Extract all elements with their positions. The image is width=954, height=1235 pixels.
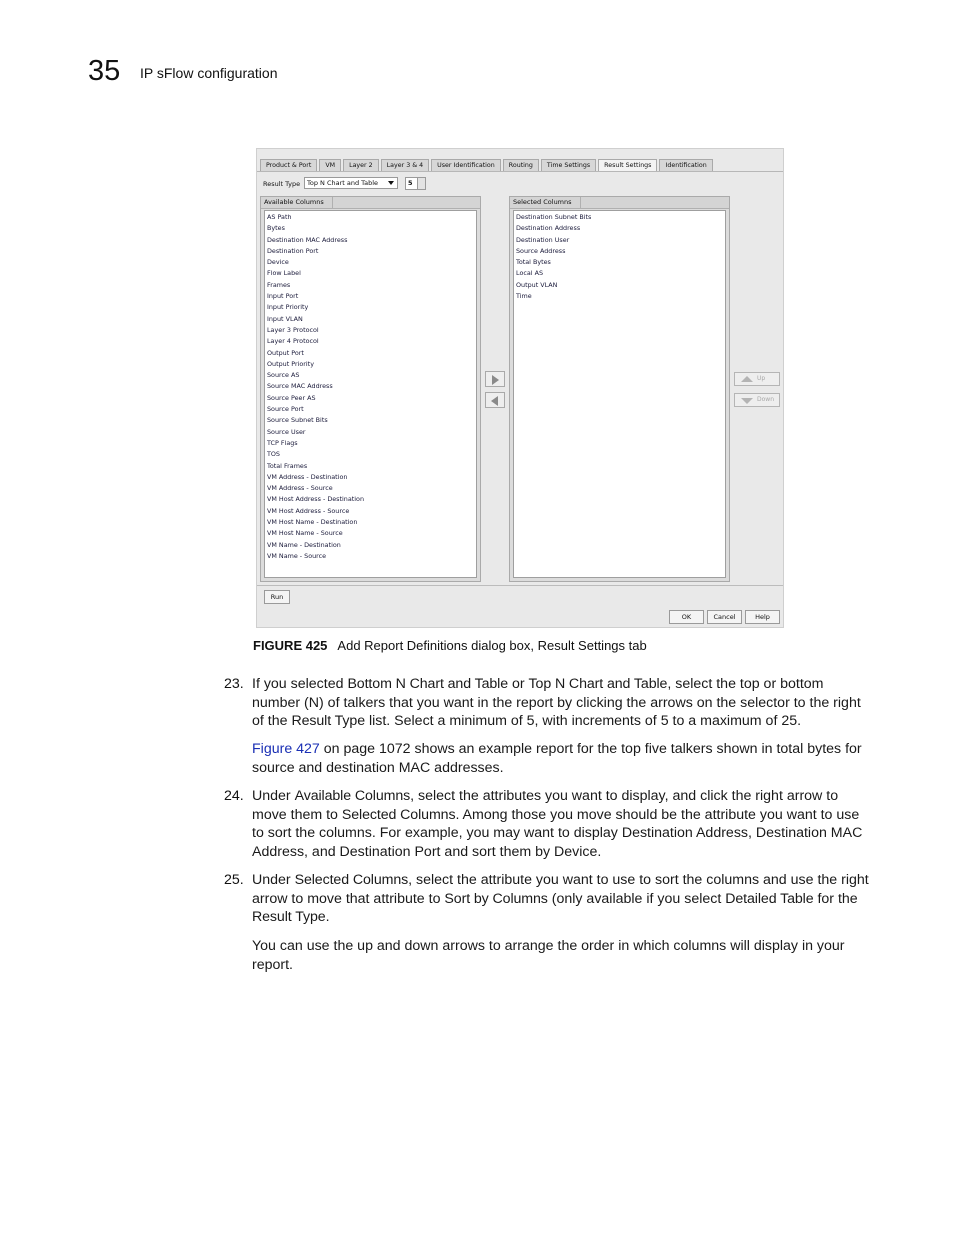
list-item[interactable]: VM Name - Destination bbox=[267, 540, 341, 549]
list-item[interactable]: Input Priority bbox=[267, 303, 309, 312]
selected-columns-title: Selected Columns bbox=[513, 197, 581, 208]
list-item[interactable]: Bytes bbox=[267, 224, 285, 233]
list-item[interactable]: Layer 3 Protocol bbox=[267, 325, 319, 334]
step-23-part: , select the top or bottom number (N) of talkers that you want in the report by clicking the arrows on the selector to the right of the bbox=[252, 676, 861, 730]
list-item[interactable]: Destination User bbox=[516, 235, 570, 244]
list-item[interactable]: Source Subnet Bits bbox=[267, 416, 328, 425]
move-up-button[interactable] bbox=[734, 372, 780, 386]
step-23-text bbox=[252, 675, 870, 731]
chapter-title: IP sFlow configuration bbox=[140, 65, 278, 81]
chevron-down-icon bbox=[388, 181, 394, 185]
available-columns-title: Available Columns bbox=[264, 197, 333, 208]
list-item[interactable]: Time bbox=[516, 292, 532, 301]
tab-divider bbox=[257, 171, 783, 172]
list-item[interactable]: Total Bytes bbox=[516, 258, 551, 267]
add-report-definitions-dialog bbox=[256, 148, 784, 628]
ui-term: Bottom N Chart and Table bbox=[347, 676, 509, 692]
ui-term: Detailed Table bbox=[725, 890, 814, 907]
spinner-arrows-icon[interactable] bbox=[417, 178, 425, 189]
step-25-part: Under bbox=[252, 872, 295, 888]
tab-time-settings[interactable]: Time Settings bbox=[541, 159, 596, 171]
ui-term: Sort by Columns bbox=[444, 890, 548, 907]
list-item[interactable]: Destination Address bbox=[516, 224, 581, 233]
list-item[interactable]: Layer 4 Protocol bbox=[267, 337, 319, 346]
step-24-part: Under bbox=[252, 788, 295, 804]
list-item[interactable]: Output Port bbox=[267, 348, 304, 357]
tab-bar bbox=[260, 159, 715, 171]
up-label: Up bbox=[757, 375, 766, 382]
step-23-part: If you selected bbox=[252, 676, 348, 692]
list-item[interactable]: VM Address - Destination bbox=[267, 472, 348, 481]
step-25-part: (only available if you select bbox=[547, 890, 726, 907]
step-25-part: . bbox=[325, 909, 330, 926]
list-item[interactable]: Output VLAN bbox=[516, 280, 558, 289]
available-columns-header bbox=[261, 197, 480, 209]
list-item[interactable]: VM Host Address - Source bbox=[267, 506, 350, 515]
step-23-note bbox=[252, 740, 870, 777]
available-columns-list[interactable] bbox=[264, 210, 477, 578]
step-23-note-text: on page 1072 shows an example report for the top five talkers shown in total bytes for source and destination MAC addresses. bbox=[252, 741, 862, 776]
step-24-text bbox=[252, 787, 870, 862]
available-columns-panel bbox=[260, 196, 481, 582]
tab-identification[interactable]: Identification bbox=[659, 159, 712, 171]
figure-caption-text: Add Report Definitions dialog box, Result Settings tab bbox=[337, 638, 647, 653]
selected-columns-panel bbox=[509, 196, 730, 582]
list-item[interactable]: Source AS bbox=[267, 371, 300, 380]
down-label: Down bbox=[757, 396, 775, 403]
top-n-spinner[interactable] bbox=[405, 177, 426, 190]
list-item[interactable]: Source Peer AS bbox=[267, 393, 316, 402]
cancel-button[interactable]: Cancel bbox=[707, 610, 742, 624]
step-number-23: 23. bbox=[224, 676, 244, 692]
list-item[interactable]: Destination Subnet Bits bbox=[516, 213, 592, 221]
list-item[interactable]: VM Name - Source bbox=[267, 551, 327, 560]
step-25-part: , select the attribute you want to use to sort the columns and use the right arrow to move that attribute to bbox=[252, 872, 869, 907]
selected-columns-list[interactable] bbox=[513, 210, 726, 578]
list-item[interactable]: Output Priority bbox=[267, 359, 314, 368]
tab-result-settings[interactable]: Result Settings bbox=[598, 159, 657, 171]
step-25-part: for the bbox=[813, 890, 858, 907]
arrow-up-icon bbox=[741, 376, 753, 382]
tab-layer-3-4[interactable]: Layer 3 & 4 bbox=[381, 159, 429, 171]
list-item[interactable]: VM Address - Source bbox=[267, 484, 333, 493]
move-right-button[interactable] bbox=[485, 371, 505, 387]
tab-product-port[interactable]: Product & Port bbox=[260, 159, 317, 171]
list-item[interactable]: Source MAC Address bbox=[267, 382, 333, 391]
top-n-value: 5 bbox=[408, 179, 413, 187]
list-item[interactable]: Destination Port bbox=[267, 246, 319, 255]
result-type-select[interactable] bbox=[304, 177, 398, 189]
list-item[interactable]: TCP Flags bbox=[267, 438, 298, 447]
list-item[interactable]: Source User bbox=[267, 427, 306, 436]
help-button[interactable]: Help bbox=[745, 610, 780, 624]
step-number-25: 25. bbox=[224, 872, 244, 888]
step-25-note: You can use the up and down arrows to arrange the order in which columns will display in your report. bbox=[252, 938, 845, 973]
list-item[interactable]: TOS bbox=[267, 450, 280, 459]
figure-caption bbox=[253, 638, 647, 653]
step-24-part: , select the attributes you want to display, and click the right arrow to move them to bbox=[252, 788, 839, 823]
step-25-text bbox=[252, 871, 870, 927]
list-item[interactable]: Flow Label bbox=[267, 269, 301, 278]
ui-term: Selected Columns bbox=[294, 872, 409, 888]
run-button[interactable]: Run bbox=[264, 590, 290, 604]
step-23-part: list. Select a minimum of 5, with increments of 5 to a maximum of 25. bbox=[365, 713, 802, 730]
figure-link[interactable]: Figure 427 bbox=[252, 741, 320, 757]
result-type-value: Top N Chart and Table bbox=[307, 179, 378, 187]
list-item[interactable]: VM Host Address - Destination bbox=[267, 495, 364, 504]
move-left-button[interactable] bbox=[485, 392, 505, 408]
arrow-right-icon bbox=[492, 375, 499, 385]
arrow-down-icon bbox=[741, 398, 753, 404]
chapter-number: 35 bbox=[88, 55, 121, 87]
ui-term: Result Type bbox=[252, 909, 326, 926]
tab-user-identification[interactable]: User Identification bbox=[431, 159, 501, 171]
list-item[interactable]: Destination MAC Address bbox=[267, 235, 348, 244]
ui-term: Top N Chart and Table bbox=[528, 676, 668, 692]
tab-layer-2[interactable]: Layer 2 bbox=[343, 159, 379, 171]
list-item[interactable]: VM Host Name - Source bbox=[267, 529, 343, 538]
result-type-label: Result Type bbox=[263, 180, 301, 188]
step-number-24: 24. bbox=[224, 788, 244, 804]
list-item[interactable]: Frames bbox=[267, 280, 291, 289]
arrow-left-icon bbox=[491, 396, 498, 406]
list-item[interactable]: AS Path bbox=[267, 213, 292, 221]
list-item[interactable]: Local AS bbox=[516, 269, 544, 278]
selected-columns-header bbox=[510, 197, 729, 209]
list-item[interactable]: Input Port bbox=[267, 292, 299, 301]
list-item[interactable]: Source Address bbox=[516, 246, 566, 255]
list-item[interactable]: Device bbox=[267, 258, 289, 267]
figure-label: FIGURE 425 bbox=[253, 638, 328, 653]
ui-term: Result Type bbox=[291, 713, 366, 730]
list-item[interactable]: Source Port bbox=[267, 405, 304, 414]
list-item[interactable]: Total Frames bbox=[267, 461, 308, 470]
list-item[interactable]: Input VLAN bbox=[267, 314, 303, 323]
tab-vm[interactable]: VM bbox=[319, 159, 341, 171]
move-down-button[interactable] bbox=[734, 393, 780, 407]
ui-term: Selected Columns bbox=[341, 806, 456, 823]
ui-term: Available Columns bbox=[294, 788, 411, 804]
step-24-part: . Among those you move should be the attribute you want to use to sort the columns. For example, you may want to display Destination Address, Destination MAC Address, and Destination Port and sort them by Device. bbox=[252, 806, 863, 861]
list-item[interactable]: VM Host Name - Destination bbox=[267, 518, 358, 527]
footer-divider bbox=[257, 585, 783, 586]
step-23-part: or bbox=[508, 676, 529, 692]
tab-routing[interactable]: Routing bbox=[503, 159, 539, 171]
ok-button[interactable]: OK bbox=[669, 610, 704, 624]
